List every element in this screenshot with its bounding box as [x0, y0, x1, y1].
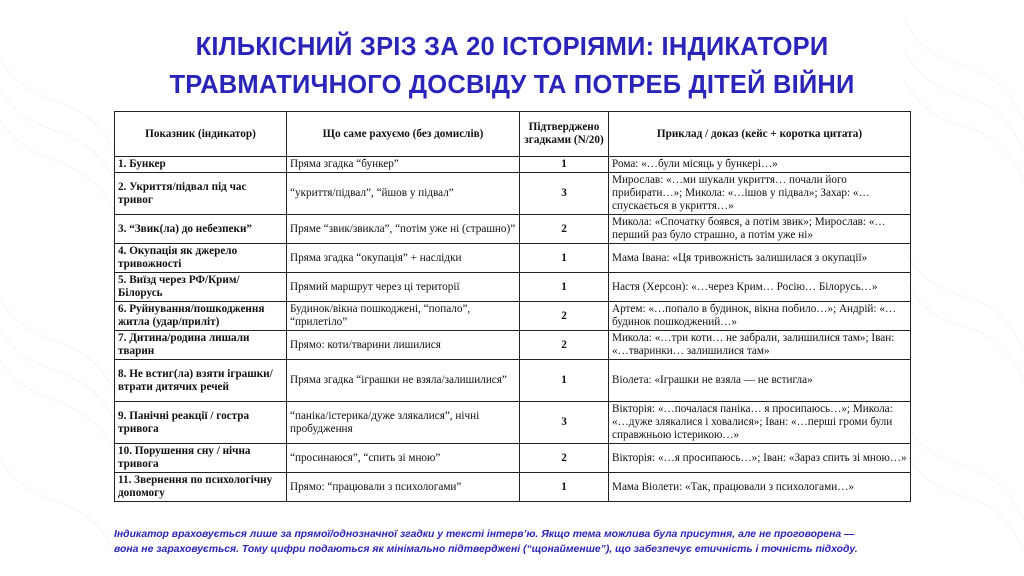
cell-indicator: 3. “Звик(ла) до небезпеки” — [115, 215, 287, 244]
table-row — [115, 244, 911, 273]
table-header-row — [115, 112, 911, 157]
title-line-1: КІЛЬКІСНИЙ ЗРІЗ ЗА 20 ІСТОРІЯМИ: ІНДИКАТОРИ — [195, 33, 829, 61]
table-row — [115, 302, 911, 331]
table-row — [115, 215, 911, 244]
cell-what-counted: Пряме “звик/звикла”, “потім уже ні (страшно)” — [287, 215, 520, 244]
table-row — [115, 360, 911, 402]
indicators-table-container — [114, 111, 910, 502]
cell-example: Артем: «…попало в будинок, вікна побило…»; Андрій: «…будинок пошкоджений…» — [609, 302, 911, 331]
cell-what-counted: Пряма згадка “бункер” — [287, 157, 520, 173]
cell-count: 3 — [520, 402, 609, 444]
footnote-line-1: Індикатор враховується лише за прямої/однозначної згадки у тексті інтерв’ю. Якщо тема можлива була присутня, але не проговорена — — [114, 529, 855, 540]
cell-example: Вікторія: «…почалася паніка… я просипаюсь…»; Микола: «…дуже злякалися і ховалися»; Іван: «…перші громи були справжньою істерикою…» — [609, 402, 911, 444]
cell-what-counted: Будинок/вікна пошкоджені, “попало”, “прилетіло” — [287, 302, 520, 331]
table-row — [115, 157, 911, 173]
cell-count: 1 — [520, 473, 609, 502]
cell-indicator: 5. Виїзд через РФ/Крим/Білорусь — [115, 273, 287, 302]
cell-count: 2 — [520, 444, 609, 473]
cell-count: 1 — [520, 244, 609, 273]
cell-example: Мирослав: «…ми шукали укриття… почали його прибирати…»; Микола: «…ішов у підвал»; Захар: «…спускається в укриття…» — [609, 173, 911, 215]
cell-count: 2 — [520, 215, 609, 244]
methodology-footnote — [114, 527, 914, 557]
footnote-line-2: вона не зараховується. Тому цифри подаються як мінімально підтверджені (“щонайменше”), що забезпечує етичність і точність підходу. — [114, 544, 858, 555]
header-what-counted: Що саме рахуємо (без домислів) — [287, 112, 520, 157]
cell-example: Настя (Херсон): «…через Крим… Росію… Білорусь…» — [609, 273, 911, 302]
cell-count: 1 — [520, 157, 609, 173]
cell-indicator: 11. Звернення по психологічну допомогу — [115, 473, 287, 502]
cell-example: Рома: «…були місяць у бункері…» — [609, 157, 911, 173]
table-row — [115, 473, 911, 502]
cell-indicator: 6. Руйнування/пошкодження житла (удар/приліт) — [115, 302, 287, 331]
cell-what-counted: Пряма згадка “окупація” + наслідки — [287, 244, 520, 273]
cell-indicator: 9. Панічні реакції / гостра тривога — [115, 402, 287, 444]
page-title — [0, 28, 1024, 104]
cell-example: Мама Віолети: «Так, працювали з психологами…» — [609, 473, 911, 502]
cell-what-counted: “паніка/істерика/дуже злякалися”, нічні пробудження — [287, 402, 520, 444]
cell-what-counted: “просинаюся”, “спить зі мною” — [287, 444, 520, 473]
cell-indicator: 2. Укриття/підвал під час тривог — [115, 173, 287, 215]
cell-example: Микола: «…три коти… не забрали, залишилися там»; Іван: «…тваринки… залишилися там» — [609, 331, 911, 360]
header-example-quote: Приклад / доказ (кейс + коротка цитата) — [609, 112, 911, 157]
cell-indicator: 7. Дитина/родина лишали тварин — [115, 331, 287, 360]
cell-indicator: 1. Бункер — [115, 157, 287, 173]
cell-example: Віолета: «Іграшки не взяла — не встигла» — [609, 360, 911, 402]
cell-count: 2 — [520, 331, 609, 360]
header-indicator: Показник (індикатор) — [115, 112, 287, 157]
table-row — [115, 273, 911, 302]
indicators-table — [114, 111, 911, 502]
cell-count: 3 — [520, 173, 609, 215]
table-row — [115, 331, 911, 360]
cell-example: Вікторія: «…я просипаюсь…»; Іван: «Зараз спить зі мною…» — [609, 444, 911, 473]
title-line-2: ТРАВМАТИЧНОГО ДОСВІДУ ТА ПОТРЕБ ДІТЕЙ ВІЙНИ — [169, 71, 855, 99]
cell-count: 1 — [520, 273, 609, 302]
cell-what-counted: Пряма згадка “іграшки не взяла/залишилися” — [287, 360, 520, 402]
cell-indicator: 4. Окупація як джерело тривожності — [115, 244, 287, 273]
table-row — [115, 402, 911, 444]
cell-indicator: 8. Не встиг(ла) взяти іграшки/втрати дитячих речей — [115, 360, 287, 402]
table-row — [115, 444, 911, 473]
cell-example: Мама Івана: «Ця тривожність залишилася з окупації» — [609, 244, 911, 273]
cell-what-counted: Прямо: “працювали з психологами” — [287, 473, 520, 502]
cell-count: 1 — [520, 360, 609, 402]
cell-what-counted: Прямий маршрут через ці території — [287, 273, 520, 302]
cell-what-counted: “укриття/підвал”, “йшов у підвал” — [287, 173, 520, 215]
cell-count: 2 — [520, 302, 609, 331]
cell-indicator: 10. Порушення сну / нічна тривога — [115, 444, 287, 473]
header-confirmed-count: Підтверджено згадками (N/20) — [520, 112, 609, 157]
cell-example: Микола: «Спочатку боявся, а потім звик»; Мирослав: «…перший раз було страшно, а потім уже ні» — [609, 215, 911, 244]
table-row — [115, 173, 911, 215]
cell-what-counted: Прямо: коти/тварини лишилися — [287, 331, 520, 360]
